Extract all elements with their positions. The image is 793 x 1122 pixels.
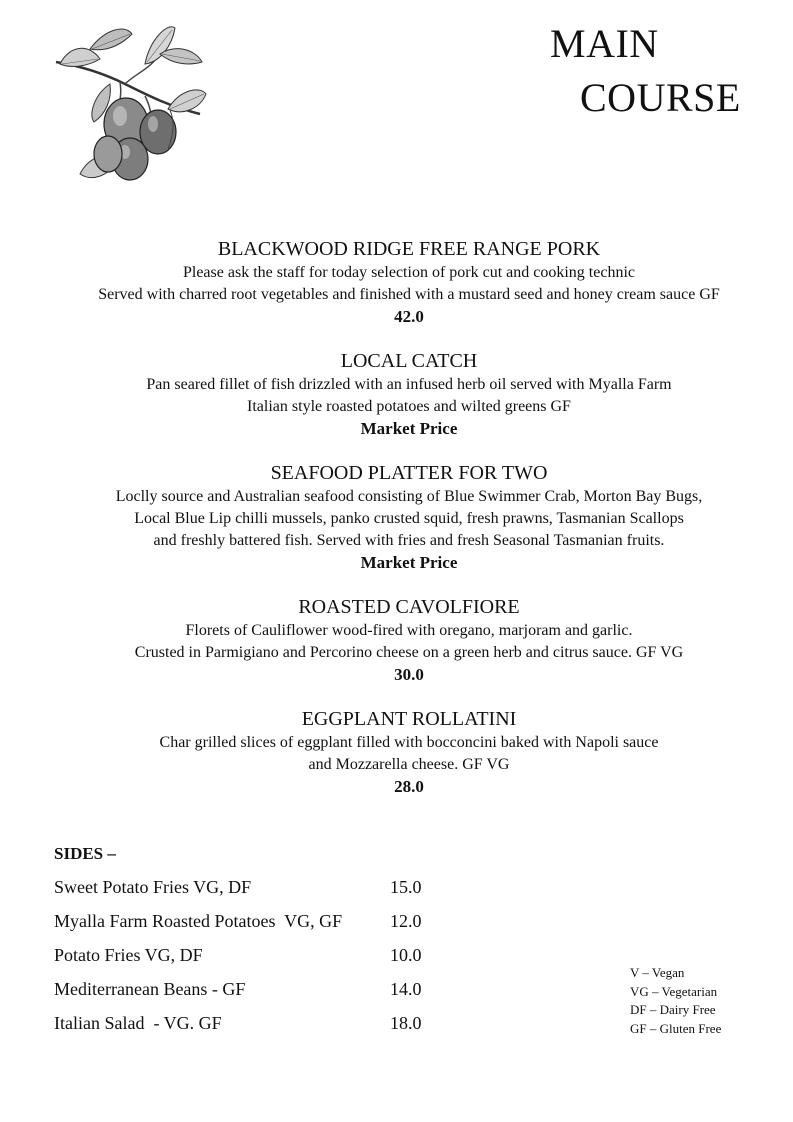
side-price: 12.0 [390,911,422,931]
dish-description: Pan seared fillet of fish drizzled with an infused herb oil served with Myalla Farm [146,376,672,393]
dish-price: 28.0 [394,777,424,796]
side-name: Mediterranean Beans - GF [54,979,246,999]
dish-item [0,596,793,686]
side-name: Potato Fries VG, DF [54,945,203,965]
dish-description: and freshly battered fish. Served with fries and fresh Seasonal Tasmanian fruits. [153,532,665,549]
dish-price: 42.0 [394,307,424,326]
side-name: Myalla Farm Roasted Potatoes VG, GF [54,911,343,931]
dish-description: Loclly source and Australian seafood consisting of Blue Swimmer Crab, Morton Bay Bugs, [115,488,703,505]
dish-description: Char grilled slices of eggplant filled with bocconcini baked with Napoli sauce [159,734,659,751]
dietary-legend [630,964,721,1038]
dish-item [0,708,793,798]
dish-description: Crusted in Parmigiano and Percorino cheese on a green herb and citrus sauce. GF VG [134,644,684,661]
dish-item [0,350,793,440]
dish-description: Local Blue Lip chilli mussels, panko crusted squid, fresh prawns, Tasmanian Scallops [134,510,684,527]
side-name: Sweet Potato Fries VG, DF [54,877,252,897]
side-price: 15.0 [390,877,422,897]
dish-name: LOCAL CATCH [340,350,478,372]
dish-name: ROASTED CAVOLFIORE [298,596,520,618]
legend-item: VG – Vegetarian [630,983,718,999]
legend-item: GF – Gluten Free [630,1020,722,1036]
dish-description: Please ask the staff for today selection of pork cut and cooking technic [182,264,635,281]
title-line-2: COURSE [580,75,741,120]
dish-name: SEAFOOD PLATTER FOR TWO [270,462,548,484]
legend-item: V – Vegan [630,965,685,980]
dish-item [0,462,793,574]
legend-item: DF – Dairy Free [630,1002,716,1017]
dish-name: BLACKWOOD RIDGE FREE RANGE PORK [217,238,601,260]
side-name: Italian Salad - VG. GF [54,1013,222,1033]
menu-list [0,238,793,820]
dish-description: Served with charred root vegetables and finished with a mustard seed and honey cream sauce GF [98,286,720,303]
sides-heading: SIDES – [54,844,116,863]
title-line-1: MAIN [550,21,659,66]
side-price: 10.0 [390,945,422,965]
dish-description: and Mozzarella cheese. GF VG [308,756,510,773]
dish-description: Florets of Cauliflower wood-fired with oregano, marjoram and garlic. [185,622,633,639]
dish-price: Market Price [360,419,458,438]
plum-branch-illustration [50,14,210,204]
dish-item [0,238,793,328]
dish-name: EGGPLANT ROLLATINI [301,708,517,730]
dish-price: Market Price [360,553,458,572]
side-price: 18.0 [390,1013,422,1033]
side-price: 14.0 [390,979,422,999]
dish-price: 30.0 [394,665,424,684]
dish-description: Italian style roasted potatoes and wilted greens GF [247,398,571,415]
